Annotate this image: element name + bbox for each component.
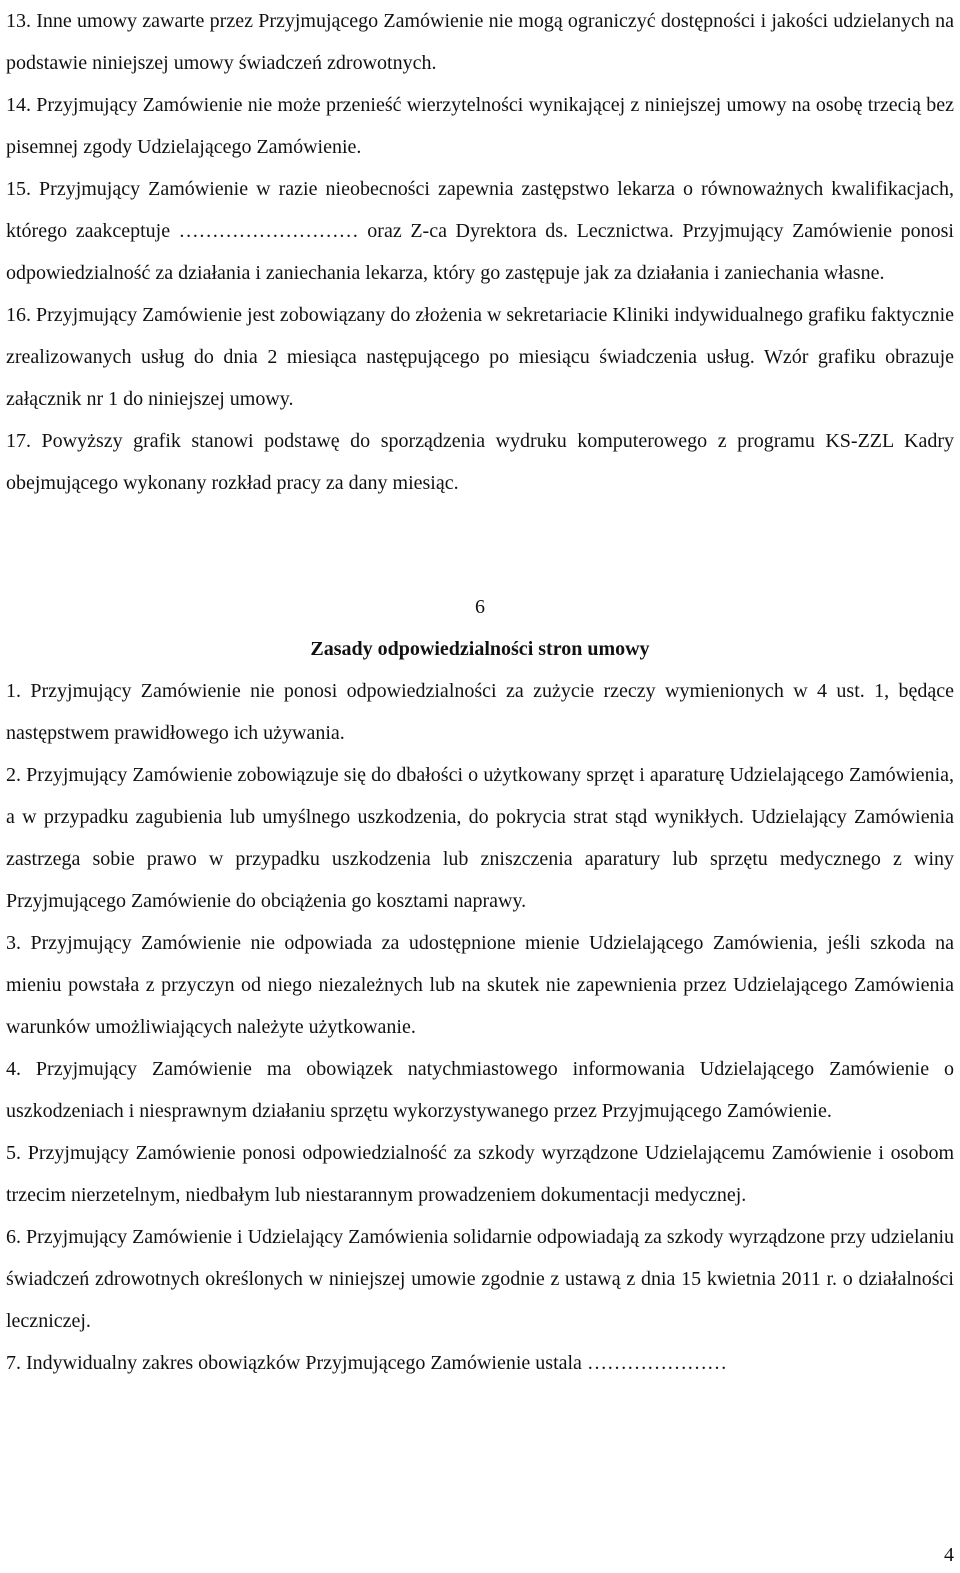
document-page	[6, 0, 954, 1384]
liability-clause-2: 2. Przyjmujący Zamówienie zobowiązuje się do dbałości o użytkowany sprzęt i aparaturę Udzielającego Zamówienia, a w przypadku zagubienia lub umyślnego uszkodzenia, do pokrycia strat stąd wynikłych. Udzielający Zamówienia zastrzega sobie prawo w przypadku uszkodzenia lub zniszczenia aparatury lub sprzętu medycznego z winy Przyjmującego Zamówienie do obciążenia go kosztami naprawy.	[6, 764, 954, 912]
clause-13: 13. Inne umowy zawarte przez Przyjmującego Zamówienie nie mogą ograniczyć dostępności i jakości udzielanych na podstawie niniejszej umowy świadczeń zdrowotnych.	[6, 10, 954, 74]
clause-17: 17. Powyższy grafik stanowi podstawę do sporządzenia wydruku komputerowego z programu KS-ZZL Kadry obejmującego wykonany rozkład pracy za dany miesiąc.	[6, 430, 954, 494]
section-number: 6	[475, 596, 485, 618]
page-number: 4	[944, 1544, 954, 1566]
section-title: Zasady odpowiedzialności stron umowy	[310, 638, 650, 660]
clause-14: 14. Przyjmujący Zamówienie nie może przenieść wierzytelności wynikającej z niniejszej umowy na osobę trzecią bez pisemnej zgody Udzielającego Zamówienie.	[6, 94, 954, 158]
clause-15: 15. Przyjmujący Zamówienie w razie nieobecności zapewnia zastępstwo lekarza o równoważnych kwalifikacjach, którego zaakceptuje ……………………… oraz Z-ca Dyrektora ds. Lecznictwa. Przyjmujący Zamówienie ponosi odpowiedzialność za działania i zaniechania lekarza, który go zastępuje jak za działania i zaniechania własne.	[6, 178, 954, 284]
liability-clause-4: 4. Przyjmujący Zamówienie ma obowiązek natychmiastowego informowania Udzielającego Zamówienie o uszkodzeniach i niesprawnym działaniu sprzętu wykorzystywanego przez Przyjmującego Zamówienie.	[6, 1058, 954, 1122]
clause-16: 16. Przyjmujący Zamówienie jest zobowiązany do złożenia w sekretariacie Kliniki indywidualnego grafiku faktycznie zrealizowanych usług do dnia 2 miesiąca następującego po miesiącu świadczenia usług. Wzór grafiku obrazuje załącznik nr 1 do niniejszej umowy.	[6, 304, 954, 410]
liability-clause-7: 7. Indywidualny zakres obowiązków Przyjmującego Zamówienie ustala …………………	[6, 1352, 727, 1374]
liability-clause-5: 5. Przyjmujący Zamówienie ponosi odpowiedzialność za szkody wyrządzone Udzielającemu Zamówienie i osobom trzecim nierzetelnym, niedbałym lub niestarannym prowadzeniem dokumentacji medycznej.	[6, 1142, 954, 1206]
liability-clause-1: 1. Przyjmujący Zamówienie nie ponosi odpowiedzialności za zużycie rzeczy wymienionych w 4 ust. 1, będące następstwem prawidłowego ich używania.	[6, 680, 954, 744]
liability-clause-6: 6. Przyjmujący Zamówienie i Udzielający Zamówienia solidarnie odpowiadają za szkody wyrządzone przy udzielaniu świadczeń zdrowotnych określonych w niniejszej umowie zgodnie z ustawą z dnia 15 kwietnia 2011 r. o działalności leczniczej.	[6, 1226, 954, 1332]
liability-clause-3: 3. Przyjmujący Zamówienie nie odpowiada za udostępnione mienie Udzielającego Zamówienia, jeśli szkoda na mieniu powstała z przyczyn od niego niezależnych lub na skutek nie zapewnienia przez Udzielającego Zamówienia warunków umożliwiających należyte użytkowanie.	[6, 932, 954, 1038]
